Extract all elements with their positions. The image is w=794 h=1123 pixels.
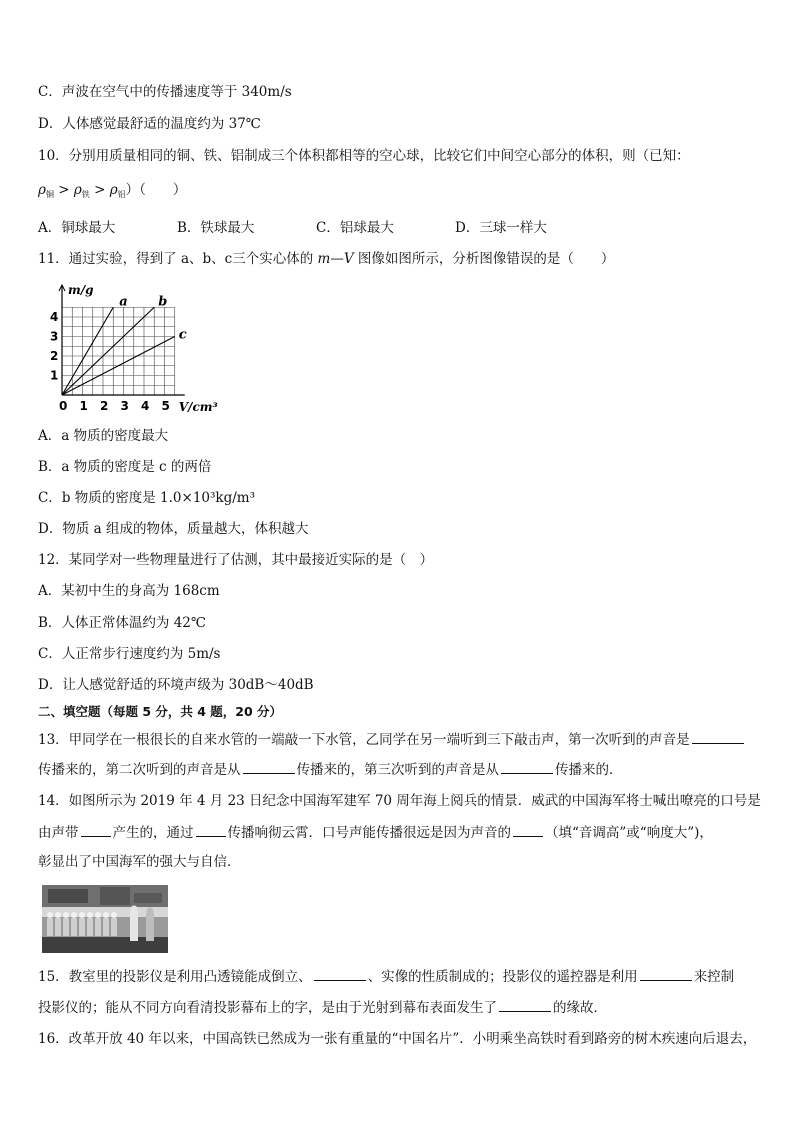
- x-axis-label: V/cm³: [178, 400, 218, 414]
- q10-option-a: A．铜球最大: [38, 220, 116, 236]
- q9-option-d: D．人体感觉最舒适的温度约为 37℃: [38, 116, 261, 132]
- y-tick-label: 2: [50, 349, 59, 363]
- q14-line-3: 彰显出了中国海军的强大与自信．: [38, 854, 241, 870]
- q15-line-2: 投影仪的；能从不同方向看清投影幕布上的字，是由于光射到幕布表面发生了 的缘故．: [38, 1000, 607, 1016]
- q14-line-2: 由声带 产生的，通过 传播响彻云霄．口号声能传播很远是因为声音的 （填“音调高”或“响度大”)，: [38, 825, 713, 841]
- q15-blank-2[interactable]: [640, 967, 692, 981]
- q15-blank-3[interactable]: [499, 998, 551, 1012]
- y-tick-label: 4: [50, 310, 59, 324]
- q14-line-1: 14．如图所示为 2019 年 4 月 23 日纪念中国海军建军 70 周年海上阅兵的情景．威武的中国海军将士喊出嘹亮的口号是: [38, 793, 761, 809]
- q13-blank-3[interactable]: [501, 760, 553, 774]
- y-axis-label: m/g: [68, 283, 94, 297]
- series-label-a: a: [119, 294, 128, 310]
- x-tick-label: 0: [59, 399, 68, 413]
- q16-line-1: 16．改革开放 40 年以来，中国高铁已然成为一张有重量的“中国名片”．小明乘坐高铁时看到路旁的树木疾速向后退去，: [38, 1031, 757, 1047]
- q10-density-relation: $\rho_铜 > \rho_铁 > \rho_铝$）（ ）: [38, 182, 187, 199]
- q10-options: [38, 219, 547, 237]
- series-label-b: b: [158, 294, 168, 310]
- rho-aluminum: $\rho_铝$: [109, 182, 126, 199]
- m-v-graph: [42, 282, 232, 414]
- series-line-b: [62, 307, 154, 395]
- q13-blank-2[interactable]: [243, 760, 295, 774]
- q11-option-d: D．物质 a 组成的物体，质量越大，体积越大: [38, 521, 309, 537]
- q11-option-b: B．a 物质的密度是 c 的两倍: [38, 459, 212, 475]
- q13-line-2: 传播来的，第二次听到的声音是从 传播来的，第三次听到的声音是从 传播来的．: [38, 762, 623, 778]
- q15-line-1: 15．教室里的投影仪是利用凸透镜能成倒立、 、实像的性质制成的；投影仪的遥控器是利用 来控制: [38, 969, 735, 985]
- q10-option-d: D．三球一样大: [455, 220, 547, 236]
- x-tick-label: 5: [161, 399, 170, 413]
- series-label-c: c: [178, 327, 187, 343]
- q12-option-c: C．人正常步行速度约为 5m/s: [38, 646, 221, 662]
- naval-parade-photo: [42, 885, 168, 953]
- y-tick-label: 3: [50, 329, 59, 344]
- rho-iron: $\rho_铁$: [73, 182, 90, 199]
- graph-series: [62, 294, 187, 395]
- q10-stem: 10．分别用质量相同的铜、铁、铝制成三个体积都相等的空心球，比较它们中间空心部分的体积，则（已知：: [38, 148, 690, 164]
- q13-line-1: 13．甲同学在一根很长的自来水管的一端敲一下水管，乙同学在另一端听到三下敲击声，第一次听到的声音是: [38, 730, 746, 749]
- rho-copper: $\rho_铜$: [38, 182, 54, 199]
- q9-option-c: C．声波在空气中的传播速度等于 340m/s: [38, 84, 292, 100]
- x-tick-label: 3: [120, 399, 129, 413]
- section-heading: 二、填空题（每题 5 分，共 4 题，20 分）: [38, 704, 283, 719]
- q12-option-a: A．某初中生的身高为 168cm: [38, 583, 220, 599]
- q11-option-c: C．b 物质的密度是 1.0×10³kg/m³: [38, 490, 256, 506]
- q12-option-b: B．人体正常体温约为 42℃: [38, 615, 206, 631]
- q12-stem: 12．某同学对一些物理量进行了估测，其中最接近实际的是（ ）: [38, 552, 434, 568]
- x-tick-label: 1: [79, 399, 88, 413]
- q15-blank-1[interactable]: [314, 967, 366, 981]
- q14-blank-3[interactable]: [513, 823, 543, 837]
- q12-option-d: D．让人感觉舒适的环境声级为 30dB～40dB: [38, 677, 314, 693]
- x-tick-label: 2: [100, 399, 109, 413]
- graph-grid: [62, 307, 175, 395]
- q10-option-c: C．铝球最大: [316, 220, 394, 236]
- y-tick-label: 1: [50, 368, 59, 383]
- x-tick-label: 4: [141, 399, 150, 413]
- q14-blank-1[interactable]: [81, 823, 111, 837]
- q14-blank-2[interactable]: [196, 823, 226, 837]
- q11-option-a: A．a 物质的密度最大: [38, 428, 169, 444]
- q13-blank-1[interactable]: [692, 730, 744, 744]
- q11-stem: 11．通过实验，得到了 a、b、c三个实心体的 m—V 图像如图所示，分析图像错误的是（ ）: [38, 251, 615, 267]
- q10-option-b: B．铁球最大: [177, 220, 255, 236]
